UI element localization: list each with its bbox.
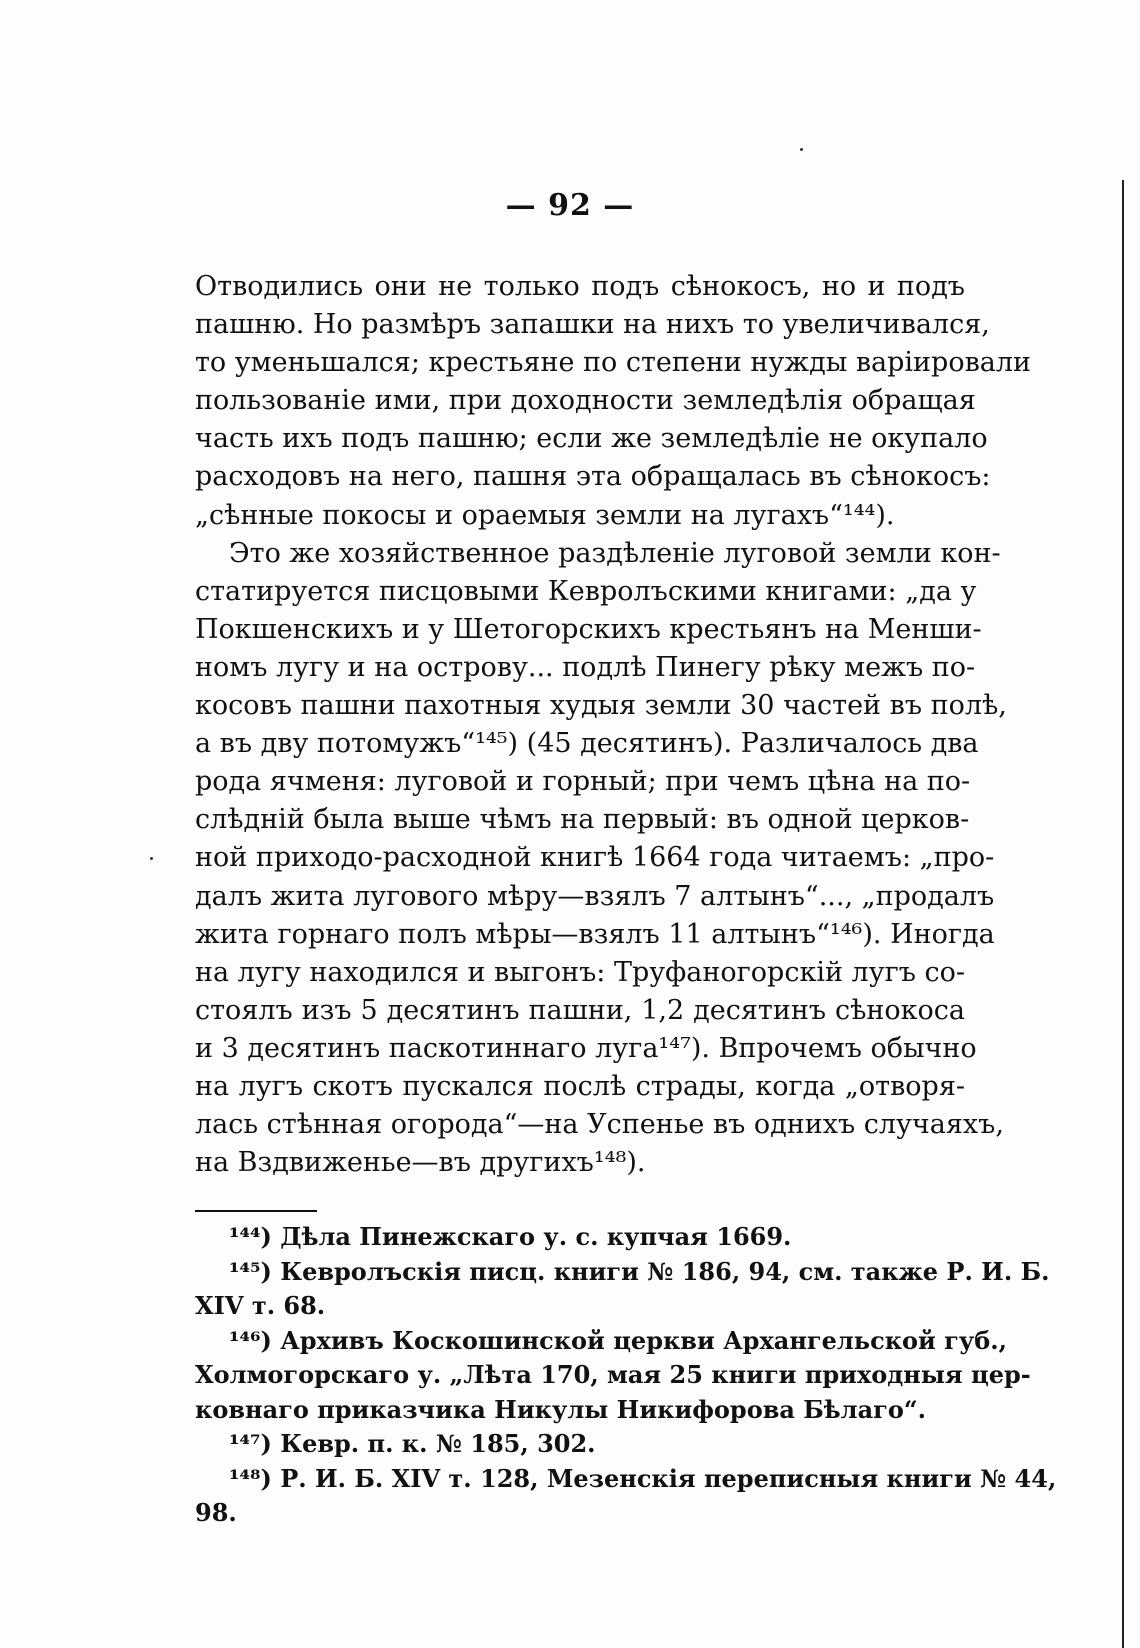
text-line: ной приходо-расходной книгѣ 1664 года читаемъ: „про- [195, 842, 995, 874]
text-line: на лугъ скотъ пускался послѣ страды, когда „отворя- [195, 1070, 965, 1102]
text-line: на лугу находился и выгонъ: Труфаногорскій лугъ со- [195, 956, 965, 988]
text-line: рода ячменя: луговой и горный; при чемъ цѣна на по- [195, 766, 971, 798]
text-line: „сѣнные покосы и ораемыя земли на лугахъ“¹⁴⁴). [195, 499, 895, 531]
footnote-146: ¹⁴⁶) Архивъ Коскошинской церкви Архангельской губ., [229, 1325, 1007, 1355]
page-number: — 92 — [505, 188, 635, 223]
text-line: Это же хозяйственное раздѣленіе луговой земли кон- [229, 537, 1001, 569]
footnote-divider [195, 1210, 317, 1212]
page-edge-line [1122, 180, 1124, 1648]
text-line: стоялъ изъ 5 десятинъ пашни, 1,2 десятинъ сѣнокоса [195, 994, 965, 1026]
footnote-145: ¹⁴⁵) Кевролъскія писц. книги № 186, 94, см. также Р. И. Б. [229, 1256, 1050, 1286]
text-line: косовъ пашни пахотныя худыя земли 30 частей въ полѣ, [195, 690, 1007, 722]
text-line: а въ дву потомужъ“¹⁴⁵) (45 десятинъ). Различалось два [195, 728, 979, 760]
text-line: то уменьшался; крестьяне по степени нужды варіировали [195, 347, 1032, 379]
print-speck [150, 857, 153, 860]
text-line: слѣдній была выше чѣмъ на первый: въ одной церков- [195, 804, 970, 836]
footnotes [195, 1220, 1057, 1531]
footnote-146-cont: ковнаго приказчика Никулы Никифорова Бѣлаго“. [195, 1394, 927, 1424]
text-line: и 3 десятинъ паскотиннаго луга¹⁴⁷). Впрочемъ обычно [195, 1032, 977, 1064]
text-line: статируется писцовыми Кевролъскими книгами: „да у [195, 575, 977, 607]
text-line: расходовъ на него, пашня эта обращалась въ сѣнокосъ: [195, 461, 991, 493]
main-text [195, 268, 1032, 1182]
footnote-148-cont: 98. [195, 1498, 237, 1527]
text-line: лась стѣнная огорода“—на Успенье въ однихъ случаяхъ, [195, 1109, 1004, 1141]
text-line: пашню. Но размѣръ запашки на нихъ то увеличивался, [195, 309, 990, 341]
footnote-145-cont: XIV т. 68. [195, 1291, 326, 1320]
footnote-147: ¹⁴⁷) Кевр. п. к. № 185, 302. [229, 1429, 596, 1458]
print-speck [800, 148, 803, 151]
text-line: жита горнаго полъ мѣры—взялъ 11 алтынъ“¹⁴⁶). Иногда [195, 918, 995, 950]
footnote-146-cont: Холмогорскаго у. „Лѣта 170, мая 25 книги приходныя цер- [195, 1360, 1031, 1389]
text-line: часть ихъ подъ пашню; если же земледѣліе не окупало [195, 423, 988, 455]
text-line: на Вздвиженье—въ другихъ¹⁴⁸). [195, 1147, 646, 1179]
text-line: Отводились они не только подъ сѣнокосъ, но и подъ [195, 271, 965, 302]
text-line: далъ жита лугового мѣру—взялъ 7 алтынъ“..., „продалъ [195, 880, 995, 912]
text-line: Покшенскихъ и у Шетогорскихъ крестьянъ на Менши- [195, 613, 982, 645]
footnote-148: ¹⁴⁸) Р. И. Б. XIV т. 128, Мезенскія переписныя книги № 44, [229, 1463, 1057, 1493]
text-line: номъ лугу и на острову... подлѣ Пинегу рѣку межъ по- [195, 651, 976, 683]
text-line: пользованіе ими, при доходности земледѣлія обращая [195, 385, 976, 417]
footnote-144: ¹⁴⁴) Дѣла Пинежскаго у. с. купчая 1669. [229, 1222, 792, 1251]
